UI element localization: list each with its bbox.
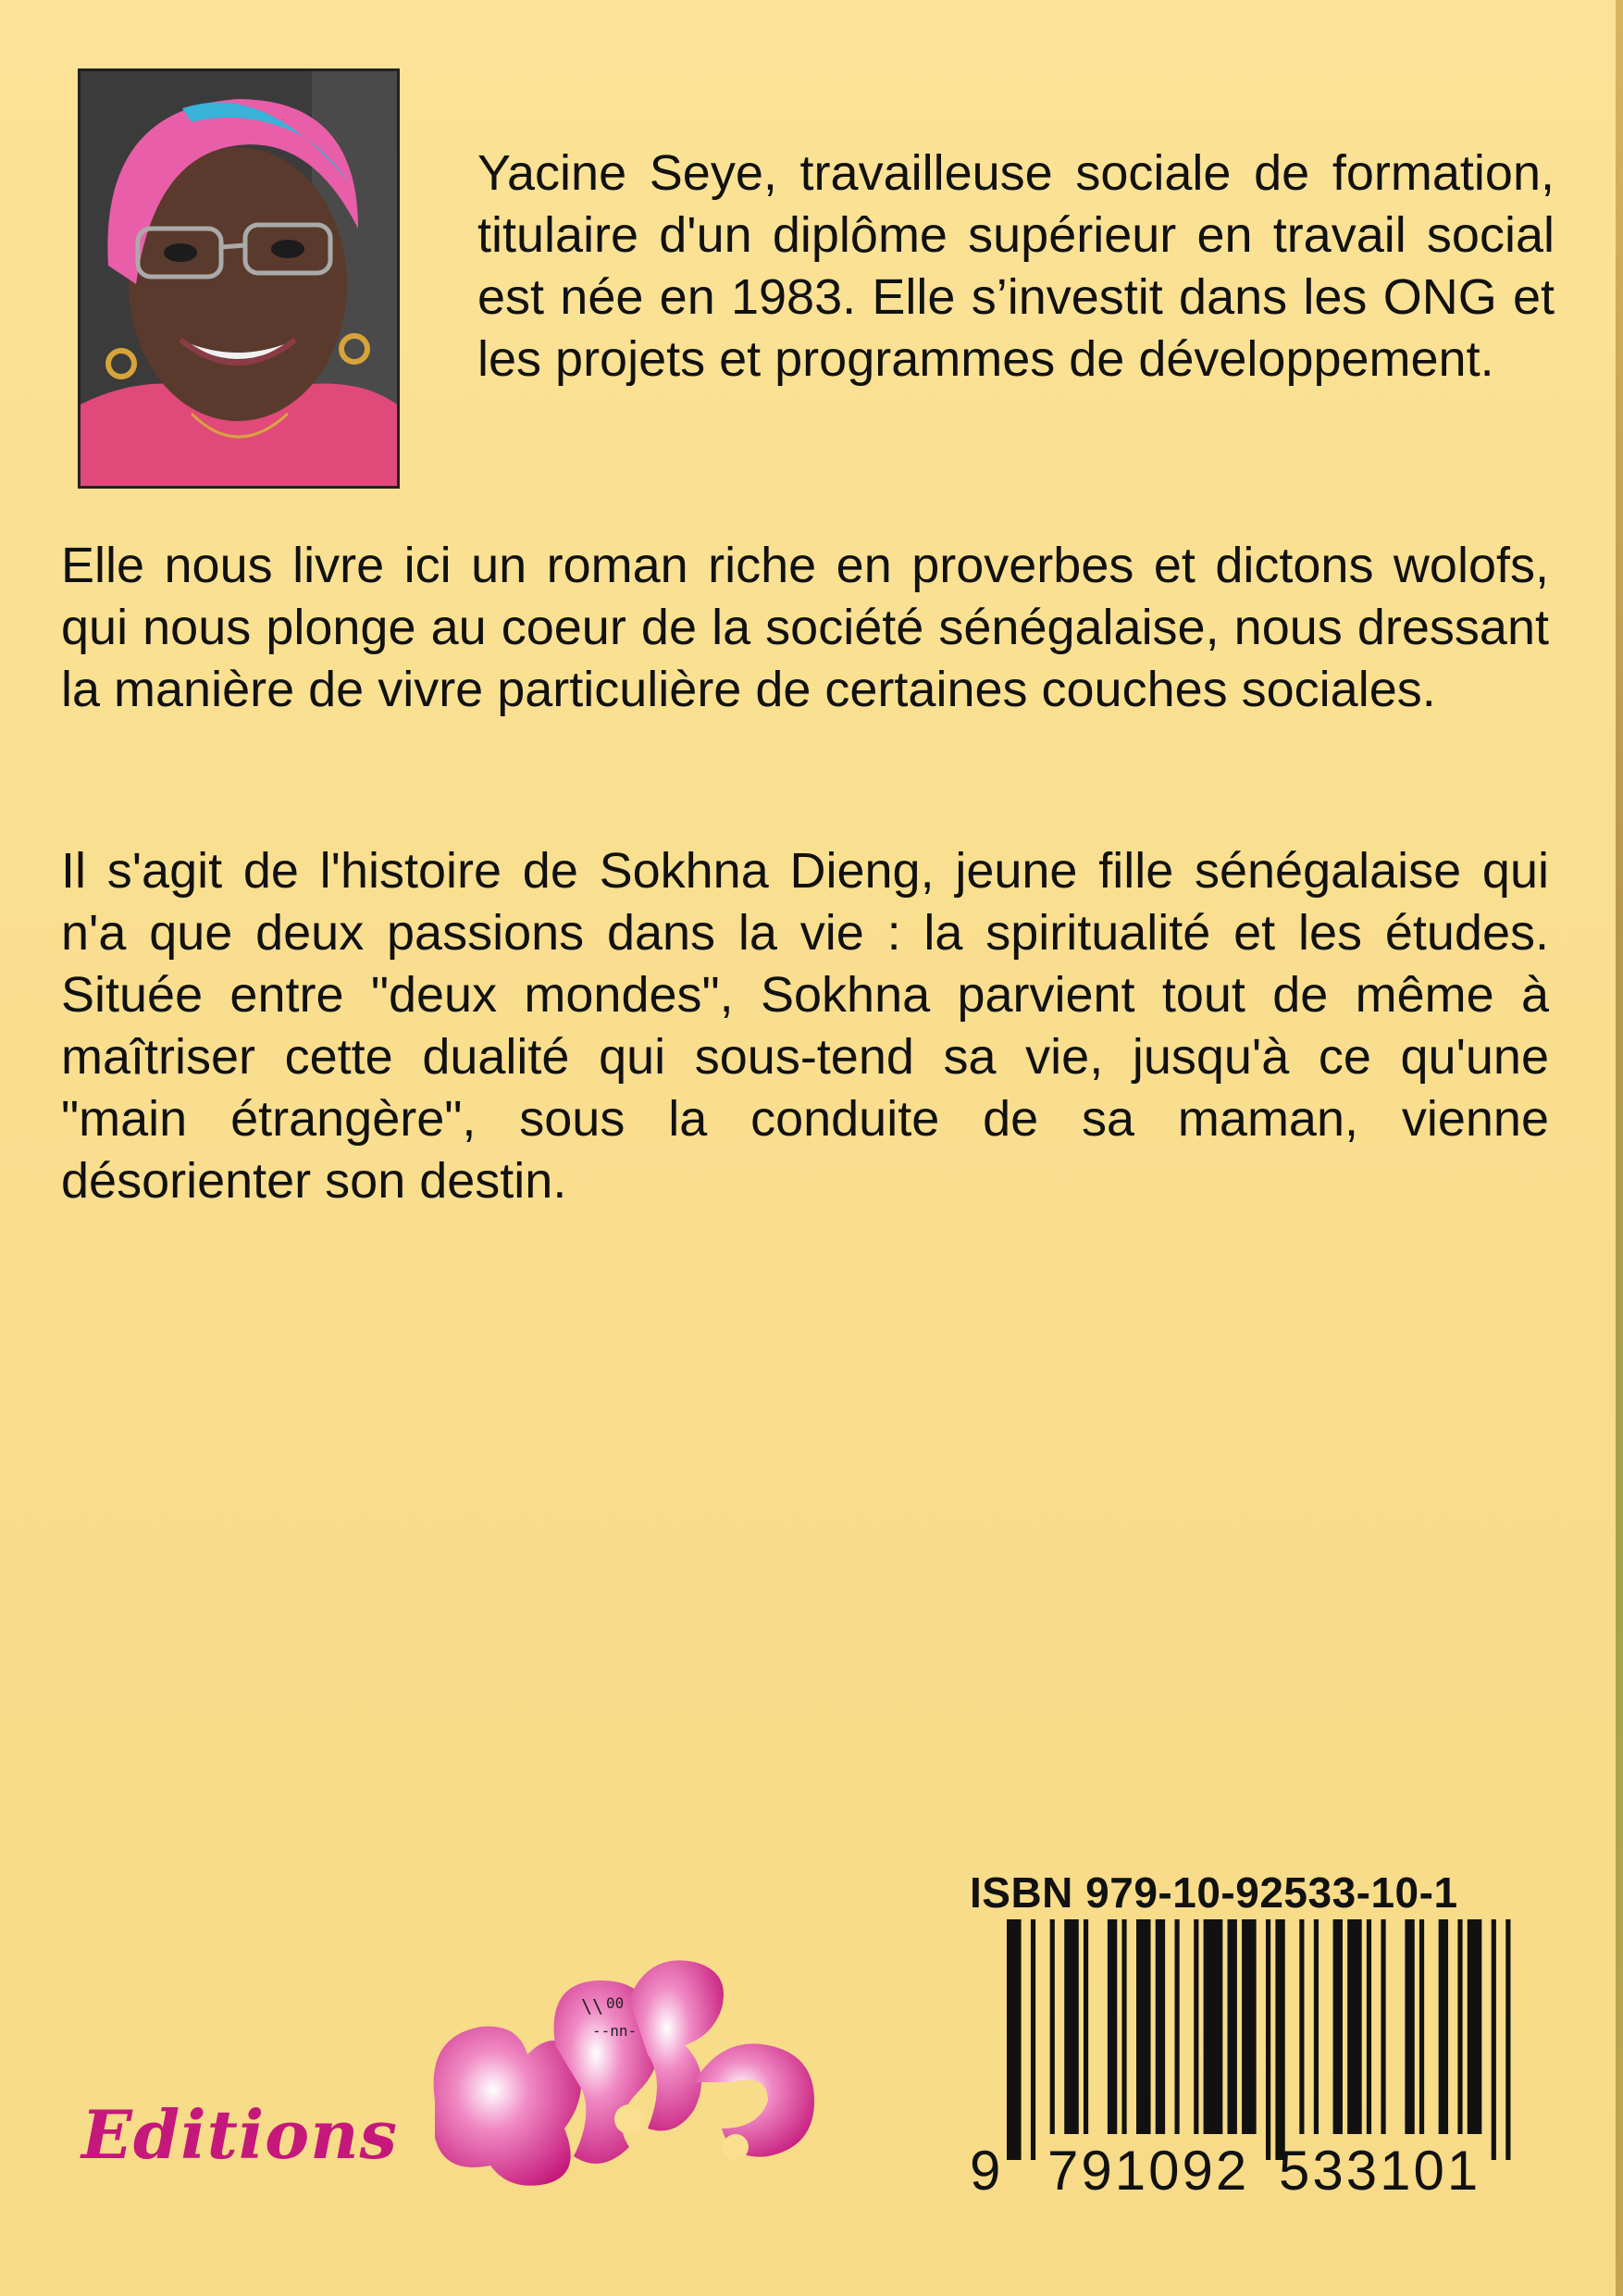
publisher-label: Editions (81, 2095, 399, 2174)
publisher-logo (416, 1943, 851, 2193)
barcode-bar (1031, 1919, 1035, 2160)
barcode-bar (1367, 1919, 1371, 2134)
barcode-bar (1194, 1919, 1198, 2134)
barcode-lead-digit: 9 (970, 2140, 1001, 2197)
barcode-bar (1333, 1919, 1343, 2134)
barcode-bar (1050, 1919, 1055, 2134)
barcode-bar (1381, 1919, 1385, 2134)
author-photo (78, 68, 400, 489)
barcode-bar (1299, 1919, 1304, 2134)
barcode (970, 1919, 1525, 2197)
barcode-bar (1174, 1919, 1179, 2134)
barcode-bar (1242, 1919, 1257, 2134)
barcode-bar (1121, 1919, 1126, 2134)
summary-paragraph-1: Elle nous livre ici un roman riche en proverbes et dictons wolofs, qui nous plonge au coeur de la société sénégalaise, nous dressant la manière de vivre particulière de certaines couches sociales. (61, 538, 1549, 717)
barcode-bar (1468, 1919, 1482, 2134)
barcode-bar (1314, 1919, 1319, 2134)
barcode-bar (1228, 1919, 1237, 2134)
summary-paragraph-2: Il s'agit de l'histoire de Sokhna Dieng, jeune fille sénégalaise qui n'a que deux passions dans la vie : la spiritualité et les études. Située entre "deux mondes", Sokhna parvient tout de même à maîtriser cette dualité qui sous-tend sa vie, jusqu'à ce qu'une "main étrangère", sous la conduite de sa maman, vienne désorienter son destin. (61, 843, 1549, 1209)
barcode-right-digits: 533101 (1279, 2140, 1481, 2197)
barcode-bar (1405, 1919, 1414, 2134)
barcode-bar (1108, 1919, 1117, 2134)
barcode-bar (1505, 1919, 1510, 2160)
svg-text:\\: \\ (581, 1995, 604, 2017)
barcode-bar (1084, 1919, 1088, 2134)
barcode-left-digits: 791092 (1047, 2140, 1250, 2197)
barcode-bar (1156, 1919, 1165, 2134)
barcode-bar (1492, 1919, 1496, 2160)
svg-text:00: 00 (606, 1994, 625, 2012)
barcode-bar (1457, 1919, 1462, 2134)
barcode-bar (1266, 1919, 1270, 2160)
barcode-bar (1136, 1919, 1151, 2134)
svg-text:--nn-: --nn- (592, 2022, 638, 2040)
barcode-bar (1064, 1919, 1079, 2134)
barcode-bar (1419, 1919, 1424, 2134)
barcode-bar (1275, 1919, 1284, 2160)
author-bio: Yacine Seye, travailleuse sociale de formation, titulaire d'un diplôme supérieur en travail social est née en 1983. Elle s’investit dans les ONG et les projets et programmes de développement. (477, 145, 1555, 387)
barcode-bar (1439, 1919, 1448, 2134)
barcode-bar (1007, 1919, 1022, 2160)
isbn-label: ISBN 979-10-92533-10-1 (970, 1868, 1458, 1917)
barcode-bars (1007, 1919, 1510, 2160)
barcode-bar (1347, 1919, 1362, 2134)
spine-edge (1616, 0, 1623, 2296)
barcode-bar (1204, 1919, 1223, 2134)
